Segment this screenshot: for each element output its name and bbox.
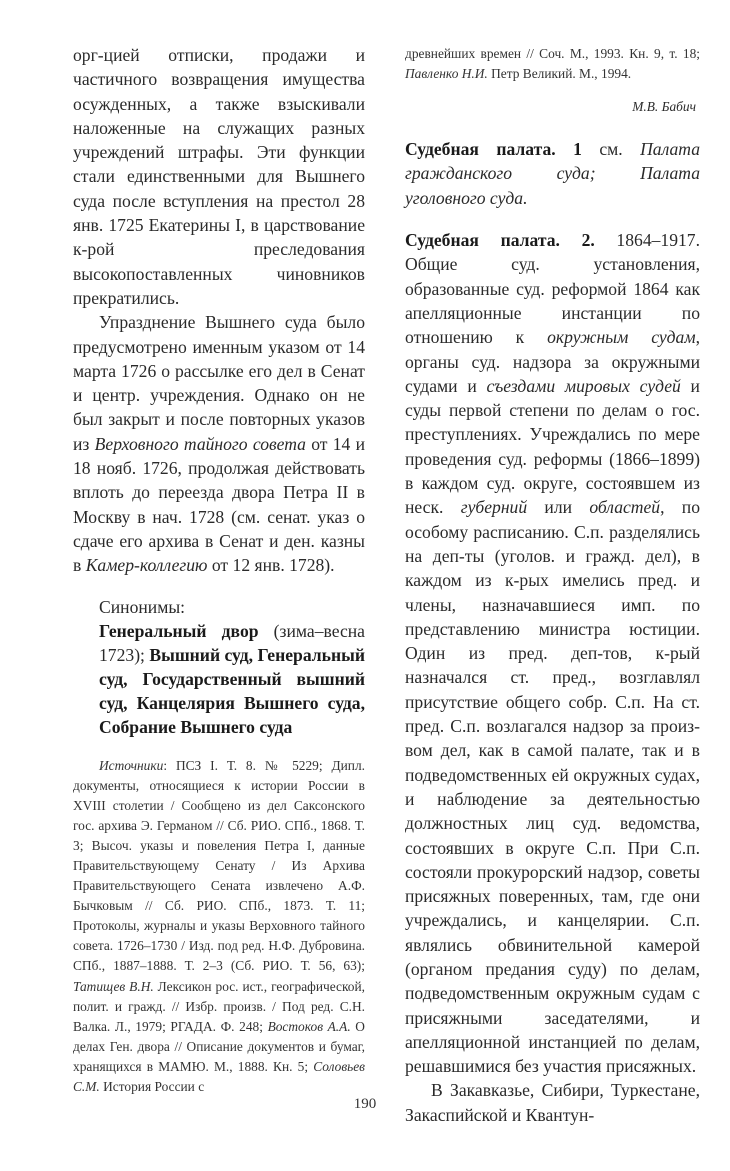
see-text: см. — [581, 139, 641, 160]
entry-text: 1864–1917. Общие суд. установления, образованные суд. реформой 1864 как апелляционные инстанции по отношению к — [405, 230, 701, 348]
source-author: Татищев В.Н. — [73, 978, 154, 994]
entry-paragraph-2: В Закавказье, Сибири, Туркестане, Закаспийской и Квантун- — [405, 1080, 700, 1125]
entry-headword: Судебная палата. 2. — [405, 230, 595, 251]
left-column — [73, 43, 365, 1097]
cross-ref-district-courts: окружным судам — [547, 327, 696, 348]
source-author: Соловьев С.М. — [73, 1058, 365, 1095]
cross-ref-justices-congresses: съездами мировых судей — [486, 375, 681, 396]
source-author: Павленко Н.И. — [405, 66, 488, 82]
paragraph-text: от 12 янв. 1728). — [207, 555, 335, 576]
entry-text: и суды первой степени по делам о гос. преступлениях. Учреждались по мере проведения суд. реформы (1866–1899) в каждом суд. округе, состоявшем из неск. — [405, 375, 700, 518]
synonym-bold: Генеральный двор — [99, 620, 259, 641]
cross-ref-regions: областей — [589, 497, 661, 518]
entry-headword: Судебная палата. 1 — [405, 139, 582, 160]
cross-ref-supreme-privy-council: Верховного тайного совета — [94, 433, 306, 454]
article-author: М.В. Бабич — [632, 99, 696, 115]
entry-text: , по особому расписанию. С.п. разделялись на деп-ты (уголов. и гражд. дел), в каждом из к-рых имелись пред. и члены, назначавшиеся имп. по представлению министра юстиции. Один из пред. деп-тов, к-рый назначался ст. пред., возглавлял присутствие общего собр. С.п. На ст. пред. С.п. возлагался надзор за произ-вом дел, как в самой палате, так и в подведомственных ей окружных судах, и наблюдение за деятельностью должностных лиц суд. ведомства, состоявших в округе С.п. При С.п. состояли прокурорский надзор, советы присяжных поверенных, там, где они учреждались, и канцелярии. С.п. являлись обвинительной камерой (органом предания суду) по делам, подведомственным окружным судам с присяжными заседателями, и апелляционной инстанцией по делам, решавшимися без участия присяжных. — [405, 497, 700, 1077]
synonym-bold: Вышний суд, Генеральный суд, Государственный вышний суд, Канцелярия Вышнего суда, Собрание Вышнего суда — [99, 644, 365, 737]
paragraph-text: от 14 и 18 нояб. 1726, продолжая действовать вплоть до переезда двора Петра II в Москву в нач. 1728 (см. сенат. указ о сдаче его архива в Сенат и ден. казны в — [73, 433, 365, 576]
cross-reference: Палата гражданского суда; Палата уголовного суда. — [405, 139, 700, 208]
sources-text: : ПСЗ I. Т. 8. № 5229; Дипл. документы, относящиеся к истории России в XVIII столетии / Сообщено из дел Саксонского гос. архива Э. Германом // Сб. РИО. СПб., 1868. Т. 3; Высоч. указы и повеления Петра I, данные Правительствующему Сенату / Из Архива Правительствующего Сената извлечено А.Ф. Бычковым // Сб. РИО. СПб., 1873. Т. 11; Протоколы, журналы и указы Верховного тайного совета. 1726–1730 / Изд. под ред. Н.Ф. Дубровина. СПб., 1887–1888. Т. 2–3 (Сб. РИО. Т. 56, 63); — [73, 757, 365, 974]
sources-text: древнейших времен // Соч. М., 1993. Кн. 9, т. 18; — [405, 46, 700, 61]
page-number: 190 — [353, 1096, 377, 1112]
cross-ref-provinces: губерний — [460, 497, 528, 518]
sources-continued — [405, 44, 700, 84]
paragraph-text: Упразднение Вышнего суда было предусмотрено именным указом от 14 марта 1726 о рассылке его дел в Сенат и центр. учреждения. Однако он не был закрыт и после повторных указов из — [73, 312, 365, 454]
synonyms-list — [99, 619, 365, 739]
source-author: Востоков А.А. — [267, 1018, 351, 1034]
entry-text: или — [527, 497, 590, 518]
sources-block — [73, 756, 365, 1098]
sources-label: Источники — [99, 757, 164, 773]
synonym-note: (зима–весна 1723); — [99, 620, 365, 665]
sources-text: История России с — [99, 1079, 205, 1095]
sources-text: Лексикон рос. ист., географической, полит. и гражд. // Избр. произв. / Под ред. С.Н. Валка. Л., 1979; РГАДА. Ф. 248; — [73, 978, 365, 1034]
entry-sudebnaya-palata-1 — [405, 137, 700, 210]
sources-text: Петр Великий. М., 1994. — [487, 66, 632, 82]
paragraph-abolition — [73, 310, 365, 577]
paragraph-text: орг-цией отписки, продажи и частичного возвращения имущества осужденных, а также взыскивали наложенные на служащих разных учреждений штрафы. Эти функции стали единственными для Вышнего суда после вступления на престол 28 янв. 1725 Екатерины I, в царствование к-рой преследования высокопоставленных чиновников прекратились. — [73, 45, 365, 308]
synonyms-label: Синонимы: — [99, 596, 186, 617]
sources-text: О делах Ген. двора // Описание документов и бумаг, хранящихся в МАМЮ. М., 1888. Кн. 5; — [73, 1018, 365, 1074]
right-column — [405, 44, 700, 1127]
entry-sudebnaya-palata-2 — [405, 228, 700, 1078]
entry-text: , органы суд. надзора за окружными судами и — [405, 327, 700, 396]
paragraph-functions — [73, 43, 365, 310]
cross-ref-kamer-collegium: Камер-коллегию — [85, 555, 208, 576]
